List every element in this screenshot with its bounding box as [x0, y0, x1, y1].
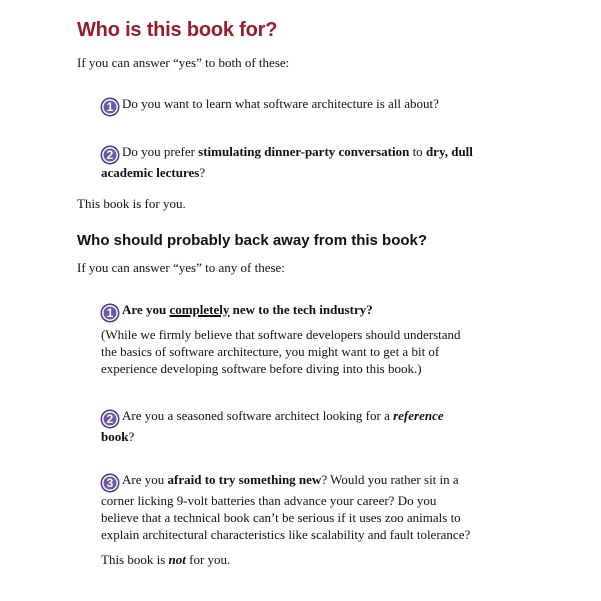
list-item-text: Do you want to learn what software architecture is all about? — [122, 96, 439, 111]
closing-text: This book is for you. — [77, 196, 186, 211]
number-3-badge-icon: 3 — [101, 474, 119, 492]
list-item-line: explain architectural characteristics like scalability and fault tolerance? — [101, 527, 471, 542]
emphasis-text: academic lectures — [101, 165, 200, 180]
list-item-text: ? — [199, 165, 206, 180]
number-2-badge-icon: 2 — [101, 410, 119, 428]
emphasis-text: not — [168, 552, 186, 567]
emphasis-text: dry, dull — [425, 144, 473, 159]
list-item-text: to — [409, 144, 426, 159]
closing-text-part: for you. — [185, 552, 231, 567]
list-item-text: Are you a seasoned software architect looking for a — [122, 408, 394, 423]
emphasis-text: reference — [393, 408, 444, 423]
list-item-line: corner licking 9-volt batteries than advance your career? Do you — [101, 493, 437, 508]
note-line: (While we firmly believe that software developers should understand — [101, 327, 461, 342]
list-item — [101, 143, 511, 181]
emphasis-text: new to the tech industry? — [229, 302, 373, 317]
list-item-text: Do you prefer — [122, 144, 199, 159]
list-item — [101, 301, 511, 377]
section-heading-back-away: Who should probably back away from this book? — [77, 232, 428, 249]
number-1-badge-icon: 1 — [101, 98, 119, 116]
list-item — [101, 407, 511, 445]
note-line: experience developing software before diving into this book.) — [101, 361, 422, 376]
underlined-emphasis-text: completely — [169, 302, 230, 317]
number-1-badge-icon: 1 — [101, 304, 119, 322]
note-line: the basics of software architecture, you might want to get a bit of — [101, 344, 440, 359]
closing-text — [101, 551, 230, 568]
list-item-line: believe that a technical book can’t be serious if it uses zoo animals to — [101, 510, 461, 525]
emphasis-text: book — [101, 429, 129, 444]
list-item-text: ? Would you rather sit in a — [321, 472, 459, 487]
list-item — [101, 95, 511, 116]
closing-text-part: This book is — [101, 552, 169, 567]
intro-text: If you can answer “yes” to any of these: — [77, 260, 285, 275]
emphasis-text: stimulating dinner-party conversation — [198, 144, 410, 159]
list-item-text: Are you — [122, 472, 168, 487]
emphasis-text: afraid to try something new — [167, 472, 322, 487]
section-heading-who-is-for: Who is this book for? — [77, 19, 278, 41]
emphasis-text: Are you — [122, 302, 170, 317]
list-item — [101, 471, 511, 543]
intro-text: If you can answer “yes” to both of these: — [77, 55, 290, 70]
number-2-badge-icon: 2 — [101, 146, 119, 164]
list-item-text: ? — [128, 429, 135, 444]
